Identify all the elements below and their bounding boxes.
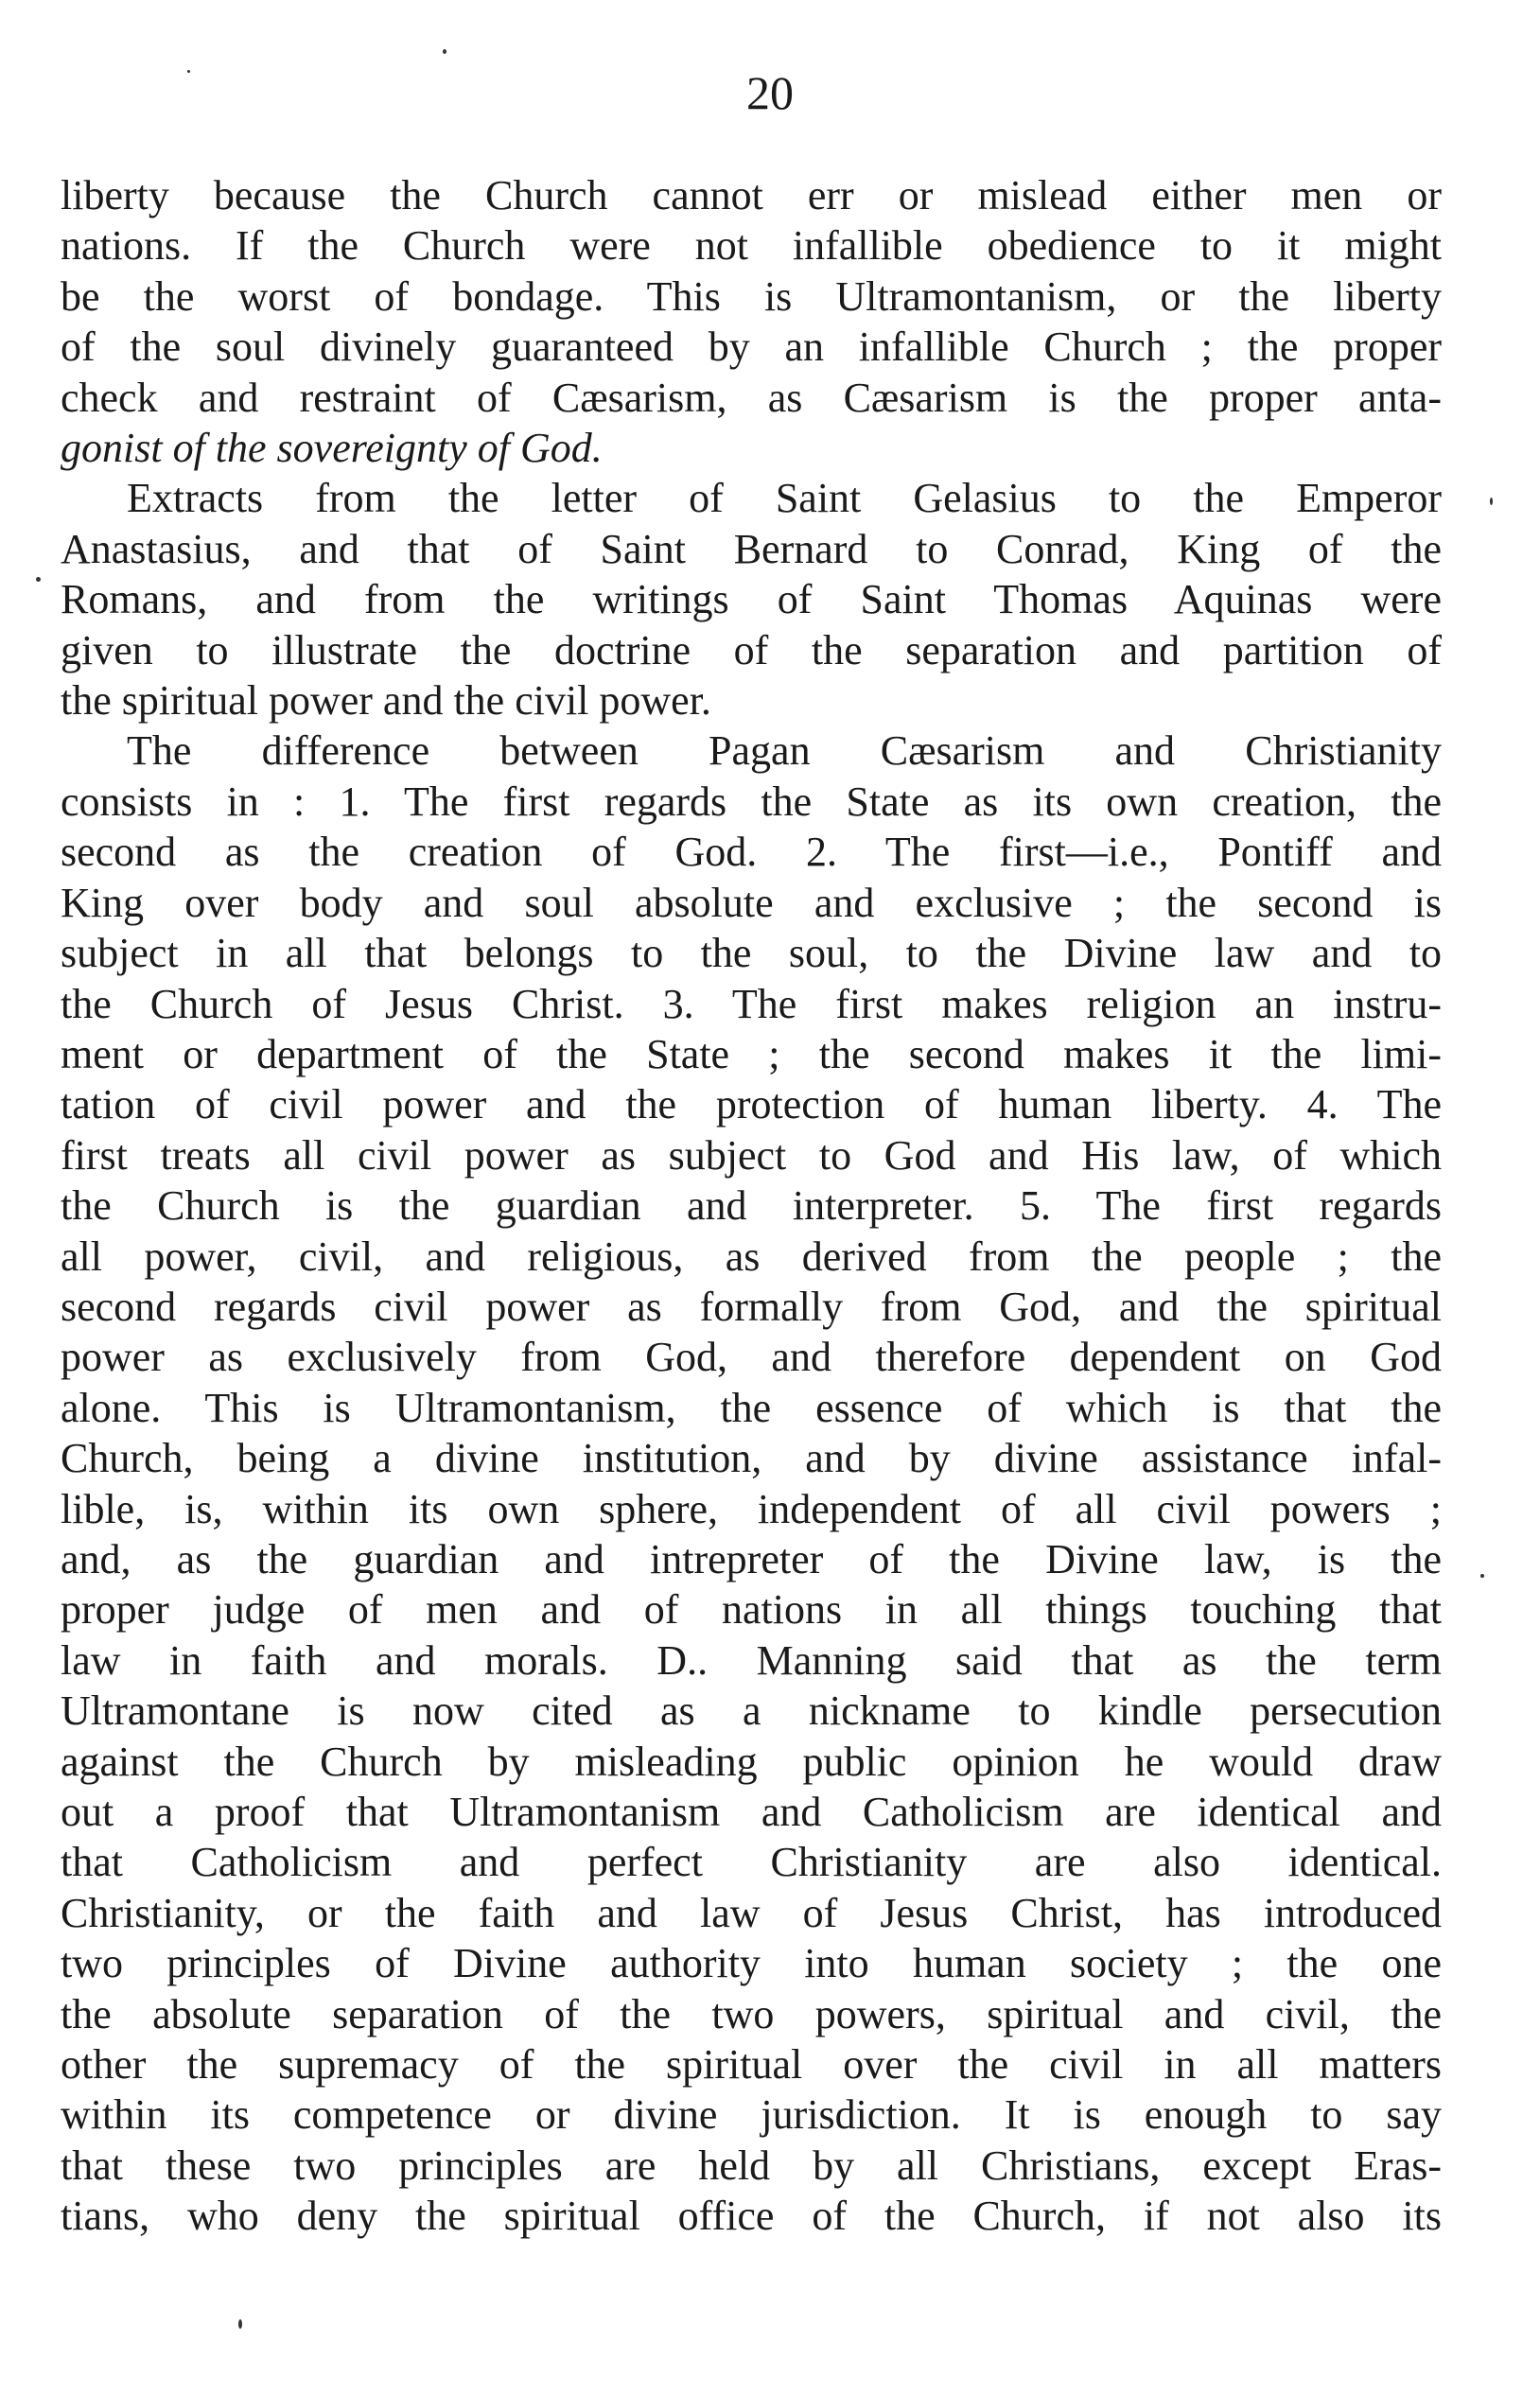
text-line: tians, who deny the spiritual office of the Church, if not also its [61,2193,1442,2240]
text-line: two principles of Divine authority into human society ; the one [61,1940,1442,1987]
scan-speck [187,70,190,73]
paragraph-2 [61,473,1442,725]
text-line: of the soul divinely guaranteed by an infallible Church ; the proper [61,323,1442,371]
paragraph-1 [61,170,1442,473]
scan-speck [1490,498,1493,505]
text-line: first treats all civil power as subject to God and His law, of which [61,1131,1442,1179]
text-line: subject in all that belongs to the soul, to the Divine law and to [61,930,1442,977]
text-line: gonist of the sovereignty of God. [61,425,603,472]
text-line: within its competence or divine jurisdiction. It is enough to say [61,2091,1442,2139]
text-line: the absolute separation of the two powers, spiritual and civil, the [61,1990,1442,2037]
body-text [61,170,1442,2242]
scan-speck [36,577,41,582]
page-number: 20 [746,66,794,119]
text-line: Ultramontane is now cited as a nickname to kindle persecution [61,1687,1442,1735]
text-line: ment or department of the State ; the second makes it the limi- [61,1030,1442,1077]
text-line: second as the creation of God. 2. The first—i.e., Pontiff and [61,829,1442,876]
text-line: the Church of Jesus Christ. 3. The first makes religion an instru- [61,980,1442,1027]
text-line: be the worst of bondage. This is Ultramontanism, or the liberty [61,272,1442,320]
text-line: the spiritual power and the civil power. [61,677,711,725]
text-line: Church, being a divine institution, and by divine assistance infal- [61,1435,1442,1482]
text-line: that Catholicism and perfect Christianity are also identical. [61,1839,1442,1886]
scan-speck [443,49,446,54]
text-line: Romans, and from the writings of Saint Thomas Aquinas were [61,576,1442,623]
text-line: second regards civil power as formally from God, and the spiritual [61,1283,1442,1330]
text-line: The difference between Pagan Cæsarism and Christianity [127,727,1442,775]
text-line: out a proof that Ultramontanism and Catholicism are identical and [61,1789,1442,1835]
text-line: liberty because the Church cannot err or mislead either men or [61,172,1442,219]
text-line: power as exclusively from God, and therefore dependent on God [61,1334,1442,1381]
text-line: that these two principles are held by all Christians, except Eras- [61,2142,1442,2189]
text-line: all power, civil, and religious, as derived from the people ; the [61,1232,1442,1280]
text-line: given to illustrate the doctrine of the separation and partition of [61,626,1442,673]
text-line: against the Church by misleading public opinion he would draw [61,1738,1442,1785]
text-line: Christianity, or the faith and law of Jesus Christ, has introduced [61,1889,1442,1936]
text-line: and, as the guardian and intrepreter of the Divine law, is the [61,1535,1442,1582]
text-line: law in faith and morals. D.. Manning said that as the term [61,1636,1442,1684]
text-line: proper judge of men and of nations in all things touching that [61,1586,1442,1634]
paragraph-3 [61,725,1442,2241]
text-line: tation of civil power and the protection of human liberty. 4. The [61,1081,1442,1128]
text-line: Anastasius, and that of Saint Bernard to Conrad, King of the [61,525,1442,572]
text-line: consists in : 1. The first regards the State as its own creation, the [61,778,1442,825]
text-line: lible, is, within its own sphere, independent of all civil powers ; [61,1485,1442,1532]
text-line: check and restraint of Cæsarism, as Cæsarism is the proper anta- [61,374,1442,421]
scan-speck [1480,1574,1484,1578]
text-line: King over body and soul absolute and exclusive ; the second is [61,879,1442,926]
text-line: alone. This is Ultramontanism, the essence of which is that the [61,1384,1442,1431]
text-line: nations. If the Church were not infallible obedience to it might [61,222,1442,270]
text-line: Extracts from the letter of Saint Gelasius to the Emperor [127,475,1442,522]
text-line: other the supremacy of the spiritual over the civil in all matters [61,2041,1442,2089]
scan-speck [238,2319,242,2329]
text-line: the Church is the guardian and interpreter. 5. The first regards [61,1182,1442,1230]
